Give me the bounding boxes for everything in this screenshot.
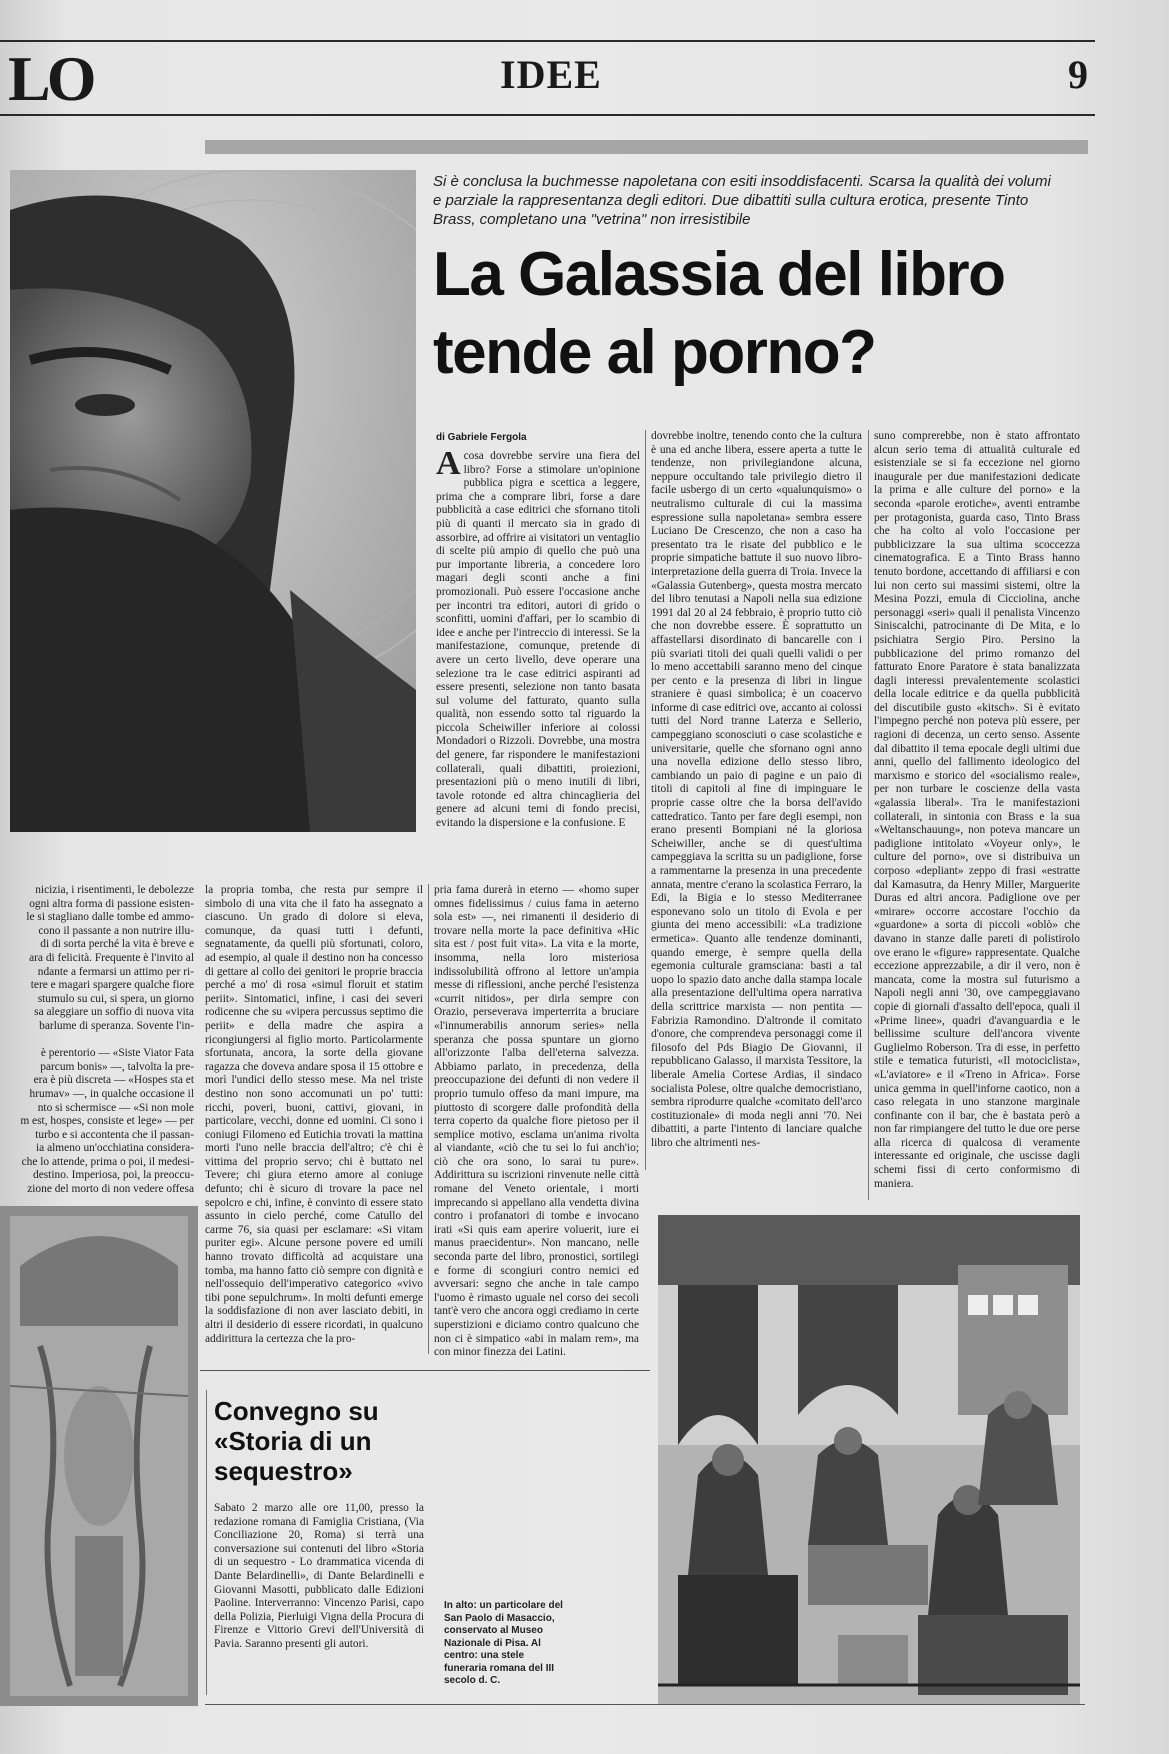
fragment-line: turbo e si accontenta che il passan- [35, 1128, 194, 1141]
fragment-line: ia almeno un'occhiatina considera- [36, 1142, 194, 1155]
fragment-line: nicizia, i risentimenti, le debolezze [35, 884, 194, 896]
san-paolo-portrait-image [10, 170, 416, 832]
page-number: 9 [1068, 52, 1088, 97]
article-column-1 [436, 450, 640, 832]
sidebar-title: Convegno su «Storia di un sequestro» [214, 1396, 379, 1486]
fragment-line: le si stagliano dalle tombe ed ammo- [26, 911, 194, 924]
fragment-line [4, 1034, 194, 1048]
fragment-line: zione del morto di non vedere offesa [27, 1183, 194, 1196]
byline: di Gabriele Fergola [436, 432, 527, 443]
sidebar-left-rule [206, 1390, 207, 1695]
fragment-line: parcum bonis» —, talvolta la pre- [40, 1060, 194, 1073]
print-shop-engraving-image [658, 1215, 1080, 1705]
header-bottom-rule [0, 114, 1095, 116]
photo-caption: In alto: un particolare del San Paolo di Masaccio, conservato al Museo Nazionale di Pisa. Al centro: una stele funeraria romana del III secolo d. C. [444, 1600, 563, 1686]
fragment-line: ogni altra forma di passione esisten- [29, 897, 194, 910]
masthead-fragment: LO [8, 44, 93, 114]
section-title: IDEE [500, 52, 602, 97]
article-column-1-text: cosa dovrebbe servire una fiera del libro? Forse a stimolare un'opinione pubblica pigra e scettica a leggere, prima che a comprare libri, forse a dare pubblicità a case editrici che sfornano titoli più di quanti il mercato sia in grado di assorbire, ad offrire ai visitatori un ventaglio di scelte più ampio di quello che può una pur importante libreria, a concedere loro magari degli sconti anche a fini promozionali. Può essere l'occasione anche per incontri tra editori, autori di grido o sconfitti, uomini d'affari, per lo scambio di idee e anche per l'intreccio di interessi. Se la manifestazione, comunque, pretende di avere un certo livello, deve operare una selezione tra le case editrici aspiranti ad essere presenti, selezione non tanto basata sul volume del fatturato, quanto sulla qualità, non essendo sotto tal riguardo la piccola Scheiwiller inferiore ai colossi Mondadori o Rizzoli. Dovrebbe, una mostra del genere, far rispondere le manifestazioni collaterali, quali dibattiti, proiezioni, presentazioni più o meno inutili di libri, tavole rotonde ed altra chincaglieria del genere ad alcuni temi di fondo precisi, evitando la dispersione e la confusione. E [436, 450, 640, 830]
stele-photo [0, 1206, 198, 1706]
section-grey-band [205, 140, 1088, 154]
portrait-photo [10, 170, 416, 832]
fragment-line: barlume di speranza. Sovente l'in- [39, 1019, 194, 1032]
article-kicker: Si è conclusa la buchmesse napoletana con esiti insoddisfacenti. Scarsa la qualità dei volumi e parziale la rappresentanza degli editori. Due dibattiti sulla cultura erotica, presente Tinto Brass, completano una "vetrina" non irresistibile [433, 173, 1051, 228]
fragment-line: ara di felicità. Frequente è l'invito al [29, 951, 194, 964]
header-top-rule [0, 40, 1095, 42]
fragment-line: destino. Imperiosa, poi, la preoccu- [33, 1169, 194, 1182]
fragment-line: cono il passante a non nutrire illu- [38, 924, 194, 937]
tombs-column-3: pria fama durerà in eterno — «homo super omnes fidelissimus / cuius fama in aeterno sola est» —, nei rimanenti il desiderio di trovare nella morte la pace definitiva «Hic sita est / post fuit vita». La vita e la morte, insomma, nella loro misteriosa indissolubilità offrono al lettore un'ampia messe di riflessioni, anche perché l'esistenza «currit nitidos», per dirla sempre con Orazio, perseverava imperterrita a bruciare «l'innumerabilis annorum series» nella speranza che possa spuntare un giorno all'orizzonte l'alba dell'eterna salvezza. Abbiamo parlato, in precedenza, della preoccupazione dei defunti di non vedere il proprio tumulo offeso da mani impure, ma piuttosto di scorgere dalle profondità della terra coperto da qualche fiore pietoso per il semplice motivo, esclama un'anima rivolta al viandante, «ciò che tu sei lo fui anch'io; ciò che ora sono, lo sarai tu pure». Addirittura su iscrizioni rinvenute nelle città romane del Veneto orientale, i morti imprecando si appellano alla vendetta divina contro i profanatori di tombe e invocano irati «Si quis eam aperire voluerit, iure ei manus praecidentur». Non mancano, nelle seconda parte del libro, pronostici, sortilegi e forme di scongiuri contro nemici ed avversari: segno che anche in tale campo l'uomo è rimasto uguale nel corso dei secoli tant'è vero che ancora oggi crediamo in certe superstizioni e diciamo contro qualcuno che non ci è simpatico «abi in malam rem», ma con minor finezza dei Latini. [434, 884, 639, 1359]
headline-line1: La Galassia del libro [433, 240, 1005, 309]
dropcap: A [436, 450, 461, 482]
column-rule-2 [868, 430, 869, 1200]
fragment-line: era è più discreta — «Hospes sta et [33, 1074, 194, 1087]
fragment-line: stumulo su cui, si spera, un giorno [37, 992, 194, 1005]
fragment-line: nto si schermisce — «Si non mole [37, 1101, 194, 1114]
fragment-line: che lo attende, prima o poi, il medesi- [21, 1155, 194, 1168]
engraving-photo [658, 1215, 1080, 1705]
article-column-2: dovrebbe inoltre, tenendo conto che la cultura è una ed anche libera, essere aperta a tutte le tendenze, non privilegiandone alcuna, neppure occultando tale privilegio dietro il facile usbergo di un certo «qualunquismo» o neutralismo culturale di cui la massima espressione sulla napoletana» sembra essere Luciano De Crescenzo, che non a caso ha presentato tra le risate del pubblico e le proprie simpatiche battute il suo nuovo libro-interpretazione della guerra di Troia. Invece la «Galassia Gutenberg», questa mostra mercato del libro tenutasi a Napoli nella sua edizione 1991 dal 20 al 24 febbraio, è proprio tutto ciò che non dovrebbe essere. È soprattutto un affastellarsi disordinato di bancarelle con i più svariati titoli dei quali quelli validi o per lo meno accettabili saranno meno del cinque per cento e la presenza di libri in lingue straniere è quasi simbolica; è un coacervo informe di case editrici ove, accanto ai colossi tutti del Nord tranne Laterza e Sellerio, campeggiano sconosciuti o case scolastiche e universitarie, quelle che sfornano ogni anno una novella edizione dello stesso libro, cambiando un paio di pagine e un paio di titoli di capitoli al fine di impinguare le proprie casse oltre che la borsa dell'avido cattedratico. Tanto per fare degli esempi, non erano presenti Bompiani né la gloriosa Scheiwiller, anche se di quest'ultima campeggiava la scritta su un padiglione, forse a rammentarne la presenza in una precedente annata, mentre c'erano la scolastica Ferraro, la Edi, la Bigia e lo stesso Mediterranee esponevano solo un titolo di Evola e per giunta dei meno accessibili: «La tradizione ermetica». Quanto alle tendenze dominanti, quando emerge, è sempre quella della egemonia culturale gramsciana: basti a tal uopo lo spazio dato anche dalla stampa locale alla presentazione dell'ultima opera narrativa della scrittrice marxista — non pentita — Fabrizia Ramondino. D'altronde il comitato d'onore, che comprendeva personaggi come il filosofo del Pds Biagio De Giovanni, il repubblicano Galasso, il marxista Tessitore, la liberale Amelia Cortese Ardias, il sindaco socialista Polese, oltre qualche democristiano, sembra riprodurre qualche «comitato dell'arco costituzionale» di moda negli anni '70. Nei dibattiti, a parte l'intento di lanciare qualche libro che altrimenti nes- [651, 430, 862, 1149]
fragment-line: tere e magari spargere qualche fiore [30, 979, 194, 992]
sidebar-box [214, 1396, 424, 1696]
fragment-line: m est, hospes, consiste et lege» — per [20, 1115, 194, 1128]
tombs-bottom-rule [200, 1370, 650, 1371]
fragment-line: ndante a fermarsi un attimo per ri- [37, 965, 194, 978]
tombs-column-rule [428, 884, 429, 1354]
fragment-line: di di sorta perché la vita è breve e [40, 938, 194, 951]
tombs-fragment-column [4, 884, 194, 1202]
sidebar-body: Sabato 2 marzo alle ore 11,00, presso la redazione romana di Famiglia Cristiana, (Via Conciliazione 20, Roma) si terrà una conversazione sui contenuti del libro «Storia di un sequestro - Lo drammatica vicenda di Dante Belardinelli», di Dante Belardinelli e Giovanni Masotti, pubblicato dalle Edizioni Paoline. Interverranno: Vincenzo Parisi, capo della Polizia, Pierluigi Vigna della Procura di Firenze e Vittorio Grevi dell'Università di Pavia. Saranno presenti gli autori. [214, 1502, 424, 1650]
tombs-column-2: la propria tomba, che resta pur sempre il simbolo di una vita che il fato ha assegnato a ciascuno. Un grado di dolore si eleva, comunque, da quasi tutti i defunti, segnatamente, da quelli più sfortunati, coloro, ad esempio, al quale il destino non ha concesso di gettare al collo dei genitori le proprie braccia perché a mo' di rosa «simul floruit et statim periit». Sintomatici, infine, i casi dei severi rodicenne che su «vipera percussus septimo die periit» e della madre che aspira a ricongiungersi al figlio morto. Particolarmente sfortunata, ancora, la sorte della giovane ragazza che doveva andare sposa il 15 ottobre e morì l'undici dello stesso mese. Ma nel triste destino non sono accomunati un po' tutti: ricchi, poveri, buoni, cattivi, giovani, in particolare, vecchi, donne ed uomini. Ci sono i coniugi Filomeno ed Eutichia trovati la mattina morti l'uno nelle braccia dell'altro; c'è chi è vittima del proprio servo; chi è buttato nel Tevere; chi giura eterno amore al coniuge defunto; chi è sicuro di trovare la pace nel sepolcro e chi, infine, è convinto di essere stato assunto in cielo perché, come Catullo del carme 76, sia quasi per esclamare: «Si vitam puriter egi». Alcune persone povere ed umili hanno trovato difficoltà ad acquistare una tomba, ma hanno fatto ciò sempre con dignità e nell'ossequio dell'imperativo categorico «vivo tibi pone sepulchrum». In molti defunti emerge la soddisfazione di non aver lasciato debiti, in altri il desiderio di essere ricordati, in qualcuno addirittura la certezza che la pro- [205, 884, 423, 1345]
article-column-3: suno comprerebbe, non è stato affrontato alcun serio tema di attualità culturale ed esistenziale se si fa eccezione nel giorno inaugurale per due manifestazioni dedicate la prima e alle culture del porno» e la seconda «parole erotiche», aventi entrambe per protagonista, guarda caso, Tinto Brass che ha colto al volo l'occasione per pubblicizzare la sua ultima scoccezza cinematografica. E a Tinto Brass hanno tenuto bordone, accettando di affiliarsi e con lui non certo sui massimi sistemi, oltre la Mesina Pozzi, emula di Cicciolina, anche personaggi «seri» quali il penalista Vincenzo Siniscalchi, patrocinante di De Mita, e lo psichiatra Sergio Piro. Persino la pubblicazione del primo romanzo del fatturato Enore Paratore è stata banalizzata dagli interessi prevalentemente scolastici della locale editrice e da quella pubblicità del discutibile gusto «kitsch». Si è evitato l'impegno perché non poteva più essere, per ragioni di decenza, un certo senso. Assente dal dibattito il tema epocale degli ultimi due anni, quello del fallimento ideologico del marxismo e storico del «socialismo reale», per non turbare le coscienze della vasta «galassia liberal». Tra le manifestazioni collaterali, in sintonia con Brass e la sua «Weltanschauung», non poteva mancare un padiglione intitolato «Voyeur only», le culture del porno», ove si distribuiva un corposo «depliant» zeppo di frasi «estratte dal Kamasutra, da Henry Miller, Marguerite Duras ed altri ancora. Padiglione ove per «mirare» occorre accostare l'occhio da «guardone» a sorta di piccoli «oblò» che davano in stanze dalle pareti di polistirolo ove erano le «figure» rappresentate. Qualche eccezione apprezzabile, a dir il vero, non è mancata, come la mostra sul futurismo a Napoli negli anni '30, ove campeggiavano copie di giornali d'assalto dell'epoca, quali il «Prime linee», quadri d'avanguardia e le bellissime sculture dell'ancora vivente Guglielmo Roberson. Tra di esse, in perfetto stile e tematica futuristi, «Il motociclista», «L'aviatore» e il «Treno in Africa». Forse unica gemma in quell'inforne caotico, non a caso relegata in uno stanzone marginale confinante con il bar, che è bastata però a non far rimpiangere del tutto le due ore perse alla ricerca di qualcosa di veramente interessante ed originale, che uscisse dagli schemi fissi di certo conformismo di maniera. [874, 430, 1080, 1190]
headline-line2: tende al porno? [433, 318, 876, 387]
fragment-line: sa aleggiare un soffio di nuova vita [34, 1006, 194, 1019]
fragment-line: hrumav» —, in qualche occasione il [29, 1087, 194, 1100]
fragment-line: è perentorio — «Siste Viator Fata [40, 1047, 194, 1060]
column-rule-1 [645, 430, 646, 1170]
engraving-bottom-rule [205, 1704, 1085, 1705]
roman-stele-image [0, 1206, 198, 1706]
